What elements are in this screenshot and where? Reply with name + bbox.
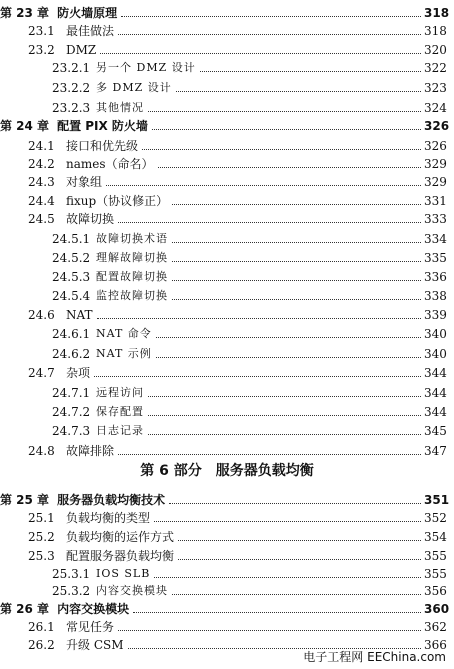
toc-number: 24.5.3 [52,270,91,284]
dot-leader [148,395,421,397]
toc-title: 接口和优先级 [66,139,139,153]
toc-title: DMZ [66,43,97,57]
toc-number: 25.3.2 [52,584,91,598]
toc-page-number: 354 [424,530,447,544]
toc-number: 24.5 [28,212,55,226]
toc-title: 负载均衡的类型 [66,511,151,525]
toc-page-number: 329 [424,175,447,189]
toc-entry [0,226,454,246]
toc-title: 多 DMZ 设计 [96,81,172,94]
toc-page-number: 352 [424,511,447,525]
toc-title: 对象组 [66,175,103,189]
toc-entry [0,505,454,525]
toc-entry [0,543,454,563]
toc-entry [0,418,454,438]
toc-page-number: 320 [424,43,447,57]
toc-title: 故障切换术语 [96,232,168,245]
toc-number: 24.7.1 [52,386,91,400]
toc-title: 理解故障切换 [96,251,168,264]
toc-entry [0,399,454,419]
toc-title: NAT 命令 [96,327,152,340]
toc-page-number: 335 [424,251,447,265]
toc-entry [0,151,454,171]
toc-entry [0,614,454,634]
toc-title: 保存配置 [96,405,144,418]
toc-number: 24.7.2 [52,405,91,419]
toc-page-number: 326 [424,139,447,153]
dot-leader [118,453,421,455]
toc-number: 第 24 章 [0,119,50,133]
toc-title: NAT 示例 [96,347,152,360]
toc-number: 25.3.1 [52,567,91,581]
toc-entry [0,113,454,133]
toc-title: 其他情况 [96,101,144,114]
toc-page-number: 318 [424,6,450,20]
dot-leader [169,502,421,504]
dot-leader [152,128,421,130]
toc-title: 日志记录 [96,424,144,437]
toc-number: 24.5.2 [52,251,91,265]
toc-number: 24.8 [28,444,55,458]
toc-page-number: 339 [424,308,447,322]
dot-leader [118,33,421,35]
dot-leader [97,317,421,319]
toc-page-number: 323 [424,81,447,95]
dot-leader [172,298,421,300]
toc-entry [0,206,454,226]
dot-leader [106,184,421,186]
part-heading: 第 6 部分 服务器负载均衡 [140,463,314,479]
dot-leader [200,70,421,72]
dot-leader [176,90,421,92]
toc-page-number: 340 [424,347,447,361]
toc-number: 24.7.3 [52,424,91,438]
toc-page-number: 356 [424,584,447,598]
toc-entry [0,302,454,322]
toc-title: 常见任务 [66,620,115,634]
toc-entry [0,524,454,544]
toc-entry [0,75,454,95]
dot-leader [178,539,421,541]
toc-page-number: 318 [424,24,447,38]
dot-leader [118,221,421,223]
dot-leader [118,629,421,631]
toc-number: 23.2 [28,43,55,57]
dot-leader [148,414,421,416]
toc-number: 24.5.4 [52,289,91,303]
dot-leader [156,356,421,358]
dot-leader [121,15,421,17]
toc-number: 24.6.1 [52,327,91,341]
dot-leader [156,336,421,338]
toc-number: 23.1 [28,24,55,38]
toc-entry [0,37,454,57]
toc-number: 23.2.1 [52,61,91,75]
toc-title: 内容交换模块 [57,602,130,616]
toc-number: 24.3 [28,175,55,189]
toc-title: 配置服务器负载均衡 [66,549,175,563]
toc-title: 配置 PIX 防火墙 [57,119,148,133]
toc-page-number: 355 [424,549,447,563]
toc-entry [0,55,454,75]
toc-title: 故障排除 [66,444,115,458]
toc-title: 故障切换 [66,212,115,226]
toc-title: 防火墙原理 [57,6,118,20]
dot-leader [172,241,421,243]
toc-number: 24.6.2 [52,347,91,361]
toc-title: NAT [66,308,93,322]
dot-leader [172,279,421,281]
toc-entry [0,133,454,153]
toc-page-number: 333 [424,212,447,226]
toc-title: 配置故障切换 [96,270,168,283]
toc-page-number: 344 [424,386,447,400]
toc-entry [0,578,454,598]
toc-title: 杂项 [66,366,91,380]
toc-page-number: 329 [424,157,447,171]
toc-entry [0,360,454,380]
dot-leader [94,375,421,377]
toc-title: names（命名） [66,157,154,171]
toc-page-number: 355 [424,567,447,581]
dot-leader [172,593,421,595]
toc-page-number: 322 [424,61,447,75]
toc-number: 第 25 章 [0,493,50,507]
toc-page-number: 324 [424,101,447,115]
dot-leader [100,52,421,54]
dot-leader [178,558,421,560]
toc-title: 升级 CSM [66,638,124,652]
toc-page-number: 336 [424,270,447,284]
dot-leader [172,260,421,262]
toc-title: 最佳做法 [66,24,115,38]
toc-page-number: 344 [424,366,447,380]
toc-entry [0,0,454,20]
toc-number: 24.6 [28,308,55,322]
toc-entry [0,487,454,507]
toc-number: 第 26 章 [0,602,50,616]
dot-leader [133,611,421,613]
toc-title: 内容交换模块 [96,584,168,597]
footer-watermark: 电子工程网 EEChina.com [303,650,446,664]
toc-title: 另一个 DMZ 设计 [96,61,196,74]
toc-number: 25.3 [28,549,55,563]
toc-page-number: 340 [424,327,447,341]
toc-number: 24.4 [28,194,55,208]
toc-entry [0,596,454,616]
toc-title: IOS SLB [96,567,151,580]
toc-number: 24.5.1 [52,232,91,246]
toc-entry [0,380,454,400]
toc-number: 23.2.3 [52,101,91,115]
toc-number: 24.1 [28,139,55,153]
toc-entry [0,264,454,284]
toc-number: 26.1 [28,620,55,634]
dot-leader [142,148,421,150]
toc-page-number: 344 [424,405,447,419]
toc-entry [0,169,454,189]
toc-page-number: 347 [424,444,447,458]
dot-leader [148,110,421,112]
toc-entry [0,321,454,341]
toc-title: fixup（协议修正） [66,194,169,208]
toc-entry [0,283,454,303]
toc-title: 负载均衡的运作方式 [66,530,175,544]
toc-title: 监控故障切换 [96,289,168,302]
toc-number: 26.2 [28,638,55,652]
toc-number: 23.2.2 [52,81,91,95]
toc-number: 24.2 [28,157,55,171]
toc-number: 25.1 [28,511,55,525]
toc-number: 25.2 [28,530,55,544]
toc-page-number: 362 [424,620,447,634]
toc-entry [0,438,454,458]
toc-entry [0,188,454,208]
toc-page-number: 334 [424,232,447,246]
toc-entry [0,245,454,265]
dot-leader [148,433,421,435]
toc-entry [0,18,454,38]
toc-number: 第 23 章 [0,6,50,20]
toc-entry [0,341,454,361]
toc-page-number: 345 [424,424,447,438]
toc-page-number: 351 [424,493,450,507]
toc-entry [0,95,454,115]
toc-page-number: 366 [424,638,447,652]
toc-title: 远程访问 [96,386,144,399]
dot-leader [154,520,421,522]
toc-page-number: 360 [424,602,450,616]
dot-leader [172,203,421,205]
toc-number: 24.7 [28,366,55,380]
toc-page-number: 326 [424,119,450,133]
toc-title: 服务器负载均衡技术 [57,493,166,507]
dot-leader [158,166,421,168]
toc-page-number: 331 [424,194,447,208]
toc-page-number: 338 [424,289,447,303]
